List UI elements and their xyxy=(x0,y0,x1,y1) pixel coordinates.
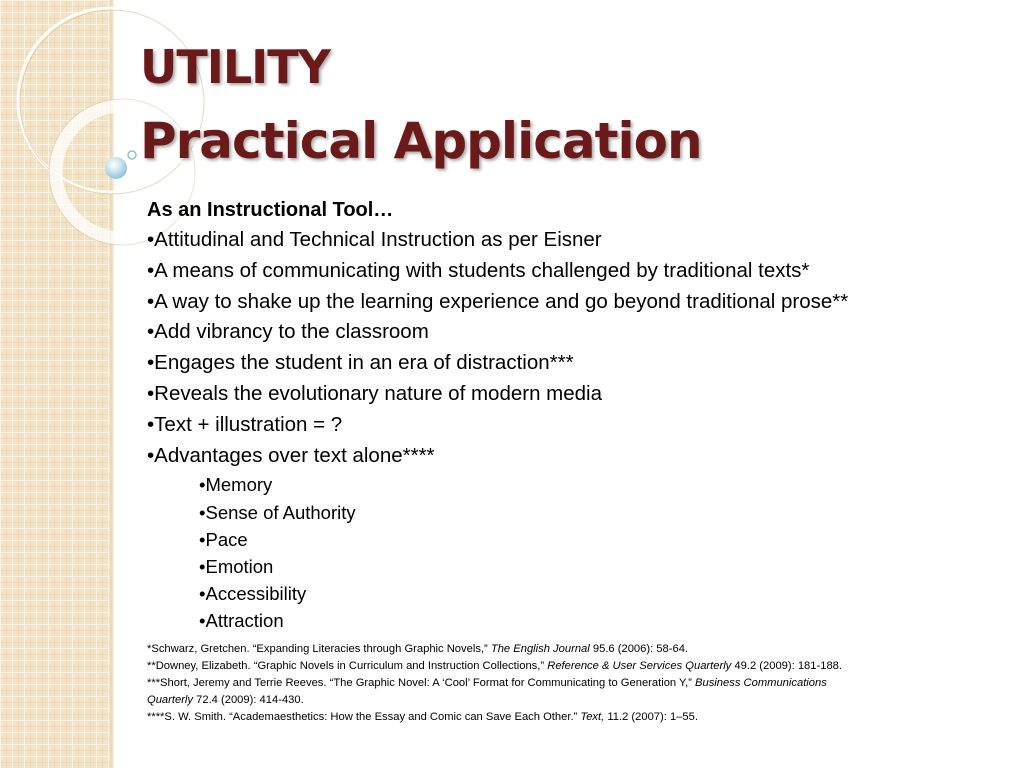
reference-journal: Business Communications Quarterly xyxy=(147,677,827,707)
bullet-item: •Reveals the evolutionary nature of modern media xyxy=(147,381,603,405)
bullet-item: •Attitudinal and Technical Instruction as per Eisner xyxy=(147,228,602,251)
sub-bullet-item: •Emotion xyxy=(199,555,274,577)
reference-journal: Reference & User Services Quarterly xyxy=(547,659,732,672)
reference-text: ****S. W. Smith. “Academaesthetics: How the Essay and Comic can Save Each Other.” xyxy=(147,711,581,724)
reference-text: ***Short, Jeremy and Terrie Reeves. “The Graphic Novel: A ‘Cool’ Format for Communicating to Generation Y,” xyxy=(147,677,696,689)
bullet-item: •Engages the student in an era of distraction*** xyxy=(147,351,574,375)
reference-journal: The English Journal xyxy=(490,642,590,655)
bullet-item: •A means of communicating with students challenged by traditional texts* xyxy=(147,258,810,282)
reference-details: 95.6 (2006): 58-64. xyxy=(589,642,689,655)
reference-item xyxy=(147,658,867,675)
sub-bullet-item: •Attraction xyxy=(199,610,284,632)
reference-text: *Schwarz, Gretchen. “Expanding Literacies through Graphic Novels,” xyxy=(147,642,491,655)
reference-details: 72.4 (2009): 414-430. xyxy=(193,694,304,707)
sub-bullet-item: •Pace xyxy=(199,528,248,550)
reference-item xyxy=(147,675,867,709)
reference-item xyxy=(147,709,867,726)
slide-subtitle: Practical Application xyxy=(140,112,702,170)
small-bead-icon xyxy=(128,151,136,159)
slide-body xyxy=(147,195,1007,727)
reference-details: 49.2 (2009): 181-188. xyxy=(731,659,842,672)
reference-details: 11.2 (2007): 1–55. xyxy=(604,711,698,724)
sub-bullet-item: •Accessibility xyxy=(199,583,307,605)
slide-title: UTILITY xyxy=(140,40,330,94)
sub-bullet-item: •Memory xyxy=(199,474,273,496)
bullet-item: •Advantages over text alone**** xyxy=(147,443,435,467)
bullet-item: •A way to shake up the learning experience and go beyond traditional prose** xyxy=(147,289,849,313)
references xyxy=(147,641,867,727)
sub-bullet-item: •Sense of Authority xyxy=(199,501,356,523)
reference-item xyxy=(147,641,867,658)
bullet-item: •Text + illustration = ? xyxy=(147,412,343,436)
bead-icon xyxy=(105,157,127,179)
reference-journal: Text, xyxy=(580,711,605,724)
bullet-item: •Add vibrancy to the classroom xyxy=(147,320,429,344)
lead-heading: As an Instructional Tool… xyxy=(147,199,394,221)
reference-text: **Downey, Elizabeth. “Graphic Novels in Curriculum and Instruction Collections,” xyxy=(147,659,548,672)
